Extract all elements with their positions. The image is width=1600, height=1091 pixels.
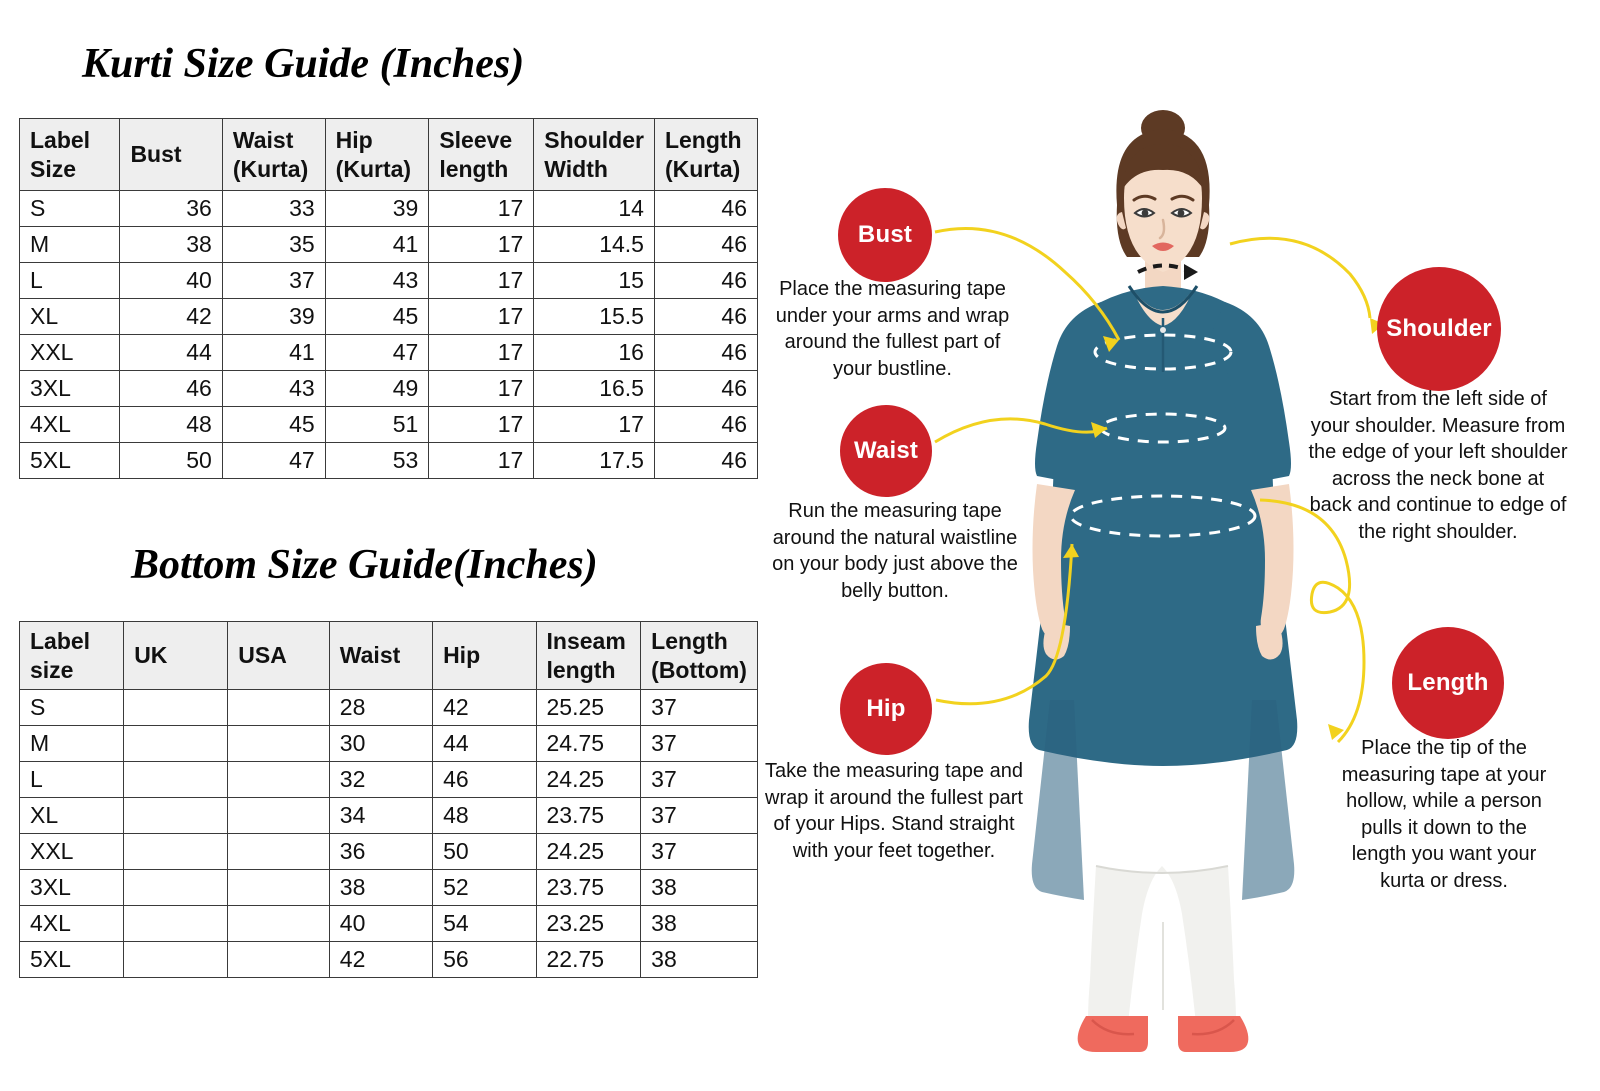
measurement-illustration <box>760 0 1600 1091</box>
table-row <box>20 443 758 479</box>
table-row <box>20 191 758 227</box>
table-row <box>20 299 758 335</box>
cell-sleeve: 17 <box>429 191 534 227</box>
table-row <box>20 335 758 371</box>
cell-waist: 35 <box>222 227 325 263</box>
cell-inseam: 22.75 <box>536 942 641 978</box>
bottom-size-table <box>19 621 758 978</box>
cell-inseam: 23.25 <box>536 906 641 942</box>
cell-inseam: 24.75 <box>536 726 641 762</box>
cell-shoulder: 15 <box>534 263 655 299</box>
cell-size: M <box>20 726 124 762</box>
cell-uk <box>124 906 228 942</box>
cell-length: 46 <box>654 227 757 263</box>
cell-waist: 34 <box>329 798 432 834</box>
cell-uk <box>124 870 228 906</box>
cell-length: 46 <box>654 263 757 299</box>
column-header-length: Length (Kurta) <box>654 119 757 191</box>
cell-length: 38 <box>641 906 758 942</box>
cell-length: 46 <box>654 371 757 407</box>
cell-uk <box>124 690 228 726</box>
cell-length: 37 <box>641 834 758 870</box>
kurti-size-table <box>19 118 758 479</box>
cell-sleeve: 17 <box>429 443 534 479</box>
cell-uk <box>124 726 228 762</box>
cell-size: XL <box>20 299 120 335</box>
column-header-hip: Hip (Kurta) <box>325 119 429 191</box>
cell-size: M <box>20 227 120 263</box>
cell-shoulder: 17 <box>534 407 655 443</box>
table-row <box>20 407 758 443</box>
caption-waist: Run the measuring tape around the natural waistline on your body just above the belly button. <box>772 500 1018 602</box>
cell-uk <box>124 762 228 798</box>
cell-usa <box>228 942 330 978</box>
table-header-row <box>20 622 758 690</box>
cell-size: XXL <box>20 335 120 371</box>
cell-size: 3XL <box>20 870 124 906</box>
cell-hip: 48 <box>433 798 536 834</box>
cell-hip: 47 <box>325 335 429 371</box>
cell-waist: 28 <box>329 690 432 726</box>
cell-inseam: 24.25 <box>536 834 641 870</box>
cell-waist: 37 <box>222 263 325 299</box>
table-header-row <box>20 119 758 191</box>
cell-length: 46 <box>654 443 757 479</box>
cell-size: S <box>20 690 124 726</box>
table-row <box>20 371 758 407</box>
column-header-waist: Waist <box>329 622 432 690</box>
cell-usa <box>228 906 330 942</box>
cell-shoulder: 16 <box>534 335 655 371</box>
cell-hip: 42 <box>433 690 536 726</box>
cell-inseam: 24.25 <box>536 762 641 798</box>
cell-shoulder: 17.5 <box>534 443 655 479</box>
cell-size: 4XL <box>20 906 124 942</box>
cell-waist: 43 <box>222 371 325 407</box>
cell-sleeve: 17 <box>429 299 534 335</box>
cell-hip: 53 <box>325 443 429 479</box>
cell-shoulder: 16.5 <box>534 371 655 407</box>
cell-usa <box>228 834 330 870</box>
caption-bust: Place the measuring tape under your arms and wrap around the fullest part of your bustline. <box>775 278 1010 380</box>
cell-length: 38 <box>641 942 758 978</box>
cell-hip: 51 <box>325 407 429 443</box>
cell-bust: 36 <box>120 191 222 227</box>
cell-sleeve: 17 <box>429 407 534 443</box>
cell-waist: 41 <box>222 335 325 371</box>
cell-hip: 41 <box>325 227 429 263</box>
cell-length: 38 <box>641 870 758 906</box>
cell-hip: 56 <box>433 942 536 978</box>
cell-size: L <box>20 263 120 299</box>
cell-usa <box>228 870 330 906</box>
caption-hip: Take the measuring tape and wrap it around the fullest part of your Hips. Stand straight with your feet together. <box>765 760 1023 862</box>
cell-waist: 39 <box>222 299 325 335</box>
table-row <box>20 906 758 942</box>
cell-hip: 54 <box>433 906 536 942</box>
badge-length: Length <box>1392 627 1504 739</box>
cell-size: 5XL <box>20 443 120 479</box>
cell-bust: 48 <box>120 407 222 443</box>
table-row <box>20 834 758 870</box>
cell-hip: 43 <box>325 263 429 299</box>
cell-waist: 33 <box>222 191 325 227</box>
cell-size: L <box>20 762 124 798</box>
cell-shoulder: 15.5 <box>534 299 655 335</box>
cell-uk <box>124 798 228 834</box>
cell-hip: 50 <box>433 834 536 870</box>
column-header-bust: Bust <box>120 119 222 191</box>
cell-bust: 40 <box>120 263 222 299</box>
badge-waist: Waist <box>840 405 932 497</box>
column-header-hip: Hip <box>433 622 536 690</box>
table-row <box>20 690 758 726</box>
cell-waist: 36 <box>329 834 432 870</box>
cell-bust: 42 <box>120 299 222 335</box>
cell-waist: 45 <box>222 407 325 443</box>
cell-sleeve: 17 <box>429 227 534 263</box>
cell-bust: 46 <box>120 371 222 407</box>
column-header-waist: Waist (Kurta) <box>222 119 325 191</box>
badge-hip: Hip <box>840 663 932 755</box>
cell-hip: 44 <box>433 726 536 762</box>
cell-sleeve: 17 <box>429 335 534 371</box>
cell-sleeve: 17 <box>429 371 534 407</box>
cell-bust: 44 <box>120 335 222 371</box>
cell-waist: 47 <box>222 443 325 479</box>
cell-sleeve: 17 <box>429 263 534 299</box>
column-header-label-size: Label size <box>20 622 124 690</box>
column-header-usa: USA <box>228 622 330 690</box>
cell-hip: 46 <box>433 762 536 798</box>
cell-size: 4XL <box>20 407 120 443</box>
cell-usa <box>228 690 330 726</box>
cell-shoulder: 14.5 <box>534 227 655 263</box>
bottom-size-guide-title: Bottom Size Guide(Inches) <box>131 542 598 588</box>
table-row <box>20 726 758 762</box>
cell-waist: 38 <box>329 870 432 906</box>
cell-size: 3XL <box>20 371 120 407</box>
cell-inseam: 25.25 <box>536 690 641 726</box>
caption-shoulder: Start from the left side of your shoulder. Measure from the edge of your left shoulder across the neck bone at back and continue to edge of the right shoulder. <box>1308 388 1568 543</box>
caption-length: Place the tip of the measuring tape at your hollow, while a person pulls it down to the length you want your kurta or dress. <box>1341 737 1547 892</box>
cell-bust: 50 <box>120 443 222 479</box>
cell-waist: 30 <box>329 726 432 762</box>
cell-length: 46 <box>654 191 757 227</box>
column-header-sleeve-length: Sleeve length <box>429 119 534 191</box>
table-row <box>20 762 758 798</box>
column-header-uk: UK <box>124 622 228 690</box>
column-header-length-bottom: Length (Bottom) <box>641 622 758 690</box>
kurti-size-guide-title: Kurti Size Guide (Inches) <box>82 41 525 87</box>
cell-uk <box>124 942 228 978</box>
table-row <box>20 263 758 299</box>
cell-hip: 52 <box>433 870 536 906</box>
table-row <box>20 227 758 263</box>
cell-waist: 32 <box>329 762 432 798</box>
table-row <box>20 942 758 978</box>
cell-size: 5XL <box>20 942 124 978</box>
cell-hip: 45 <box>325 299 429 335</box>
cell-length: 37 <box>641 690 758 726</box>
cell-uk <box>124 834 228 870</box>
cell-length: 46 <box>654 407 757 443</box>
cell-waist: 42 <box>329 942 432 978</box>
column-header-shoulder-width: Shoulder Width <box>534 119 655 191</box>
cell-length: 46 <box>654 299 757 335</box>
cell-bust: 38 <box>120 227 222 263</box>
cell-usa <box>228 798 330 834</box>
cell-size: S <box>20 191 120 227</box>
cell-hip: 49 <box>325 371 429 407</box>
column-header-inseam-length: Inseam length <box>536 622 641 690</box>
table-row <box>20 870 758 906</box>
cell-size: XL <box>20 798 124 834</box>
cell-inseam: 23.75 <box>536 798 641 834</box>
cell-shoulder: 14 <box>534 191 655 227</box>
column-header-label-size: Label Size <box>20 119 120 191</box>
cell-usa <box>228 762 330 798</box>
cell-inseam: 23.75 <box>536 870 641 906</box>
table-row <box>20 798 758 834</box>
cell-length: 37 <box>641 726 758 762</box>
cell-length: 46 <box>654 335 757 371</box>
badge-bust: Bust <box>838 188 932 282</box>
cell-waist: 40 <box>329 906 432 942</box>
cell-hip: 39 <box>325 191 429 227</box>
cell-usa <box>228 726 330 762</box>
badge-shoulder: Shoulder <box>1377 267 1501 391</box>
cell-length: 37 <box>641 762 758 798</box>
cell-size: XXL <box>20 834 124 870</box>
cell-length: 37 <box>641 798 758 834</box>
